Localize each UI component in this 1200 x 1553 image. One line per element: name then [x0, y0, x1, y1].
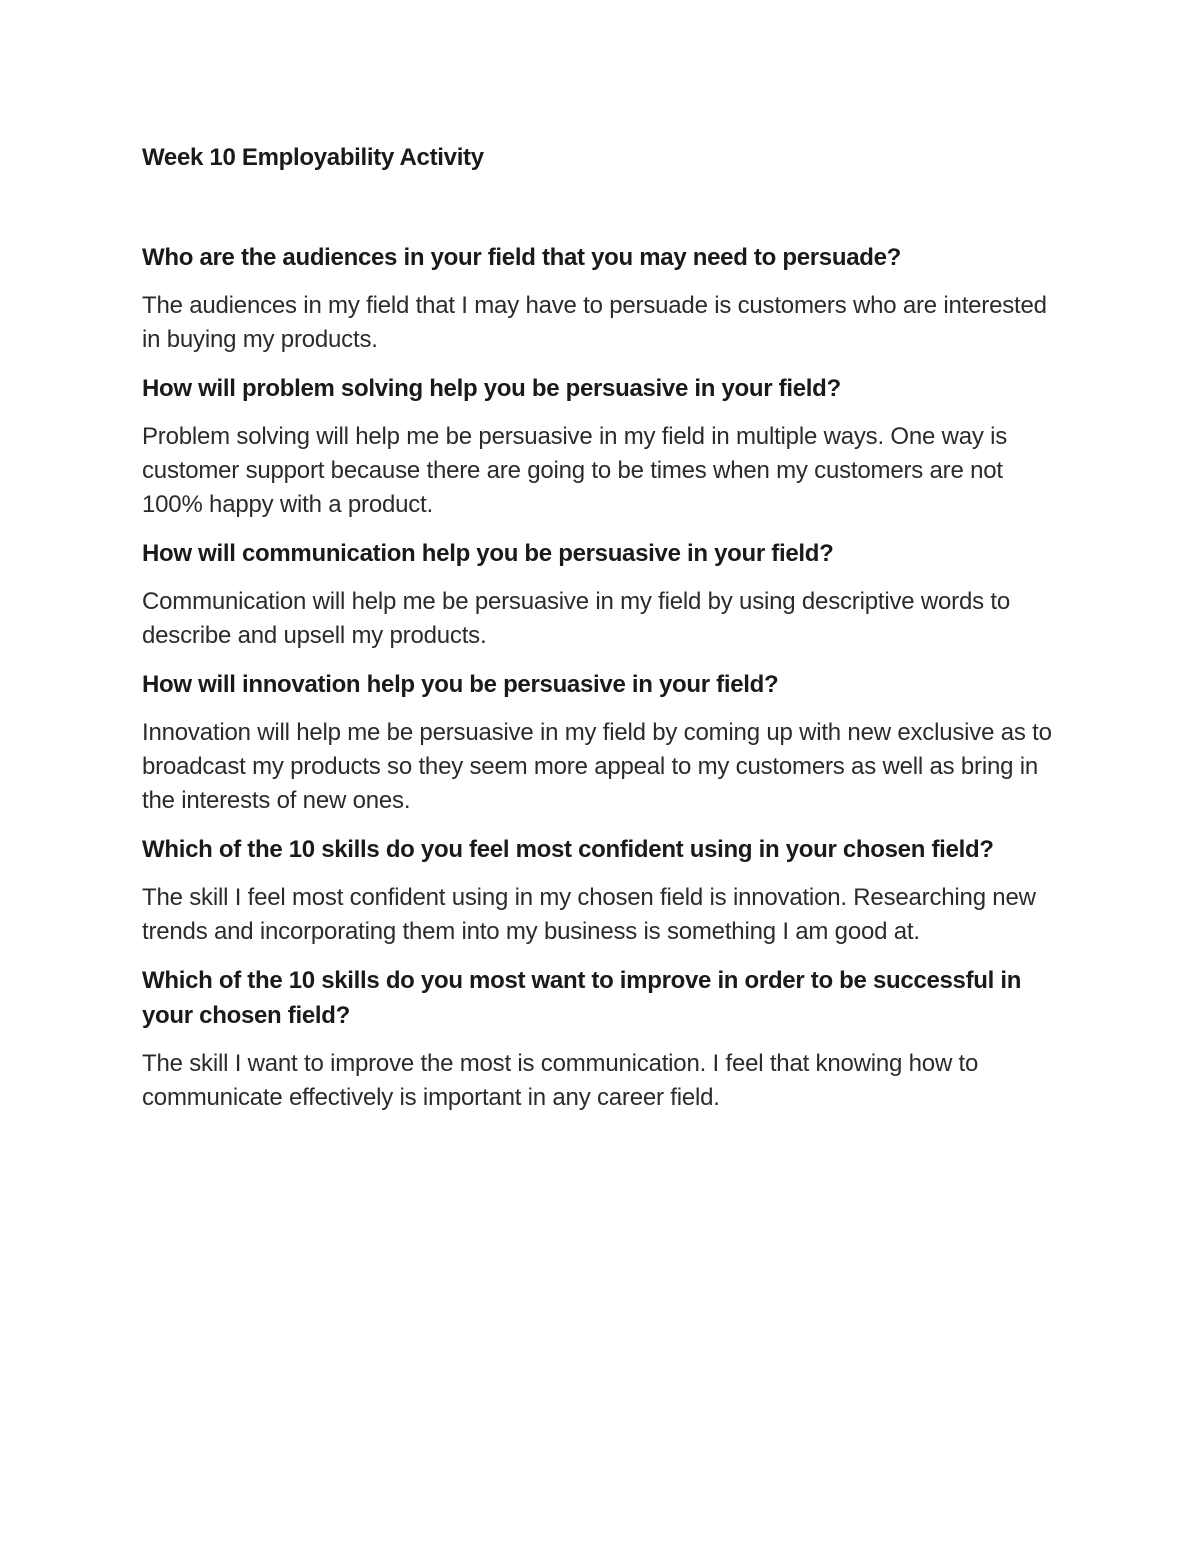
answer-most-confident-skill: The skill I feel most confident using in my chosen field is innovation. Researching new trends and incorporating them into my business is something I am good at.	[142, 884, 1036, 945]
answer-skill-to-improve: The skill I want to improve the most is communication. I feel that knowing how to communicate effectively is important in any career field.	[142, 1050, 979, 1111]
qa-item	[142, 536, 1062, 653]
answer-problem-solving: Problem solving will help me be persuasive in my field in multiple ways. One way is customer support because there are going to be times when my customers are not 100% happy with a product.	[142, 423, 1008, 518]
question-communication: How will communication help you be persuasive in your field?	[142, 540, 834, 567]
document-title: Week 10 Employability Activity	[142, 144, 484, 171]
qa-item	[142, 832, 1062, 949]
qa-item	[142, 371, 1062, 522]
qa-item	[142, 667, 1062, 818]
answer-innovation: Innovation will help me be persuasive in my field by coming up with new exclusive as to broadcast my products so they seem more appeal to my customers as well as bring in the interests of new ones.	[142, 719, 1052, 814]
document-body	[142, 140, 1062, 1129]
question-skill-to-improve: Which of the 10 skills do you most want to improve in order to be successful in your chosen field?	[142, 967, 1022, 1029]
question-innovation: How will innovation help you be persuasive in your field?	[142, 671, 779, 698]
question-problem-solving: How will problem solving help you be persuasive in your field?	[142, 375, 841, 402]
question-audiences: Who are the audiences in your field that you may need to persuade?	[142, 244, 902, 271]
question-most-confident-skill: Which of the 10 skills do you feel most confident using in your chosen field?	[142, 836, 994, 863]
answer-audiences: The audiences in my field that I may have to persuade is customers who are interested in buying my products.	[142, 292, 1047, 353]
qa-item	[142, 240, 1062, 357]
answer-communication: Communication will help me be persuasive in my field by using descriptive words to describe and upsell my products.	[142, 588, 1010, 649]
qa-item	[142, 963, 1062, 1115]
